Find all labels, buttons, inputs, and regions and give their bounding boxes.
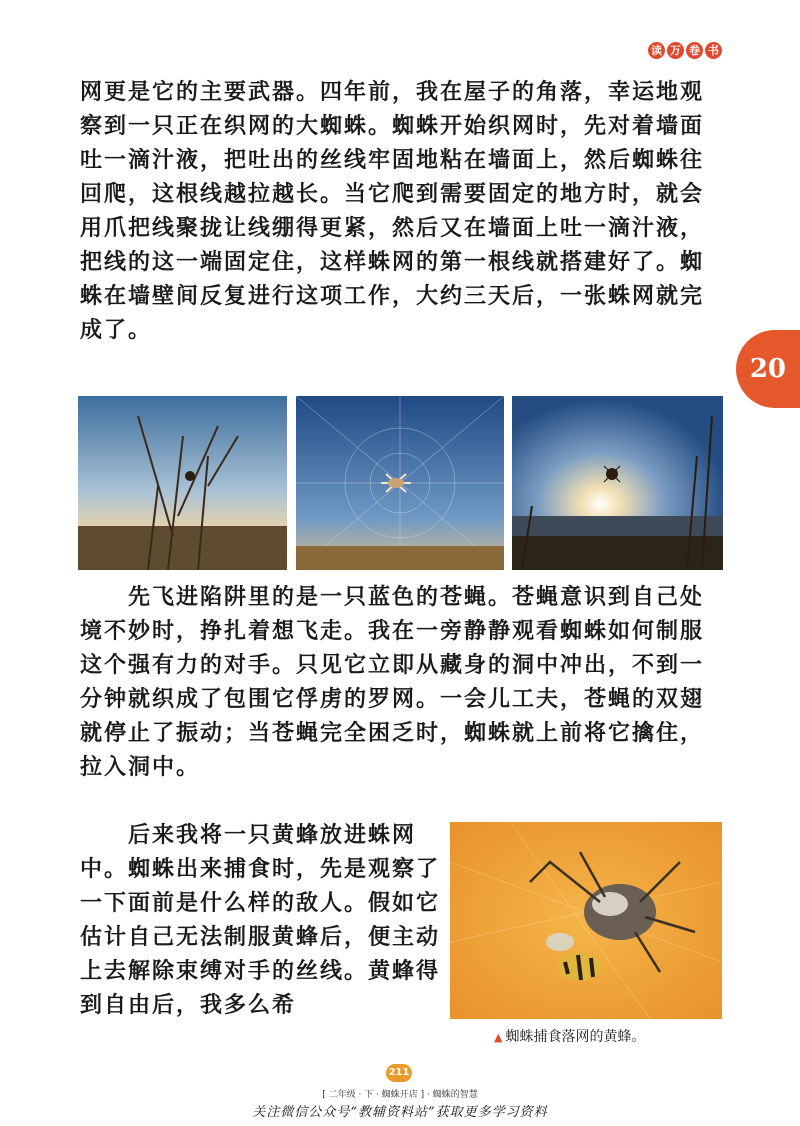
- paragraph-1: 网更是它的主要武器。四年前，我在屋子的角落，幸运地观察到一只正在织网的大蜘蛛。蜘蛛开始织网时，先对着墙面吐一滴汁液，把吐出的丝线牢固地粘在墙面上，然后蜘蛛往回爬，这根线越拉越长。当它爬到需要固定的地方时，就会用爪把线聚拢让线绷得更紧，然后又在墙面上吐一滴汁液，把线的这一端固定住，这样蛛网的第一根线就搭建好了。蜘蛛在墙壁间反复进行这项工作，大约三天后，一张蛛网就完成了。: [80, 79, 705, 343]
- page-number: 211: [386, 1064, 412, 1082]
- paragraph-2: 先飞进陷阱里的是一只蓝色的苍蝇。苍蝇意识到自己处境不妙时，挣扎着想飞走。我在一旁静静观看蜘蛛如何制服这个强有力的对手。只见它立即从藏身的洞中冲出，不到一分钟就织成了包围它俘虏的罗网。一会儿工夫，苍蝇的双翅就停止了振动；当苍蝇完全困乏时，蜘蛛就上前将它擒住，拉入洞中。: [80, 584, 705, 780]
- spider-wasp-photo: [450, 822, 722, 1019]
- badge-char-1: 读: [648, 42, 665, 59]
- badge-char-2: 万: [667, 42, 684, 59]
- footer-info: [ 二年级 · 下 · 蜘蛛开店 ] · 蜘蛛的智慧: [322, 1090, 478, 1100]
- spider-photo-1: [78, 396, 287, 570]
- badge-char-3: 卷: [686, 42, 703, 59]
- section-badge: [648, 42, 722, 59]
- badge-char-4: 书: [705, 42, 722, 59]
- spider-photo-2: [296, 396, 504, 570]
- figure-caption: [494, 1026, 645, 1046]
- caption-marker: ▲: [494, 1031, 503, 1044]
- caption-text: 蜘蛛捕食落网的黄蜂。: [505, 1029, 646, 1045]
- paragraph-3: 后来我将一只黄蜂放进蛛网中。蜘蛛出来捕食时，先是观察了一下面前是什么样的敌人。假如它估计自己无法制服黄蜂后，便主动上去解除束缚对手的丝线。黄蜂得到自由后，我多么希: [80, 822, 441, 1018]
- spider-photo-3: [512, 396, 723, 570]
- chapter-tab: 20: [736, 330, 800, 408]
- footer-note: 关注微信公众号“教辅资料站”获取更多学习资料: [252, 1105, 548, 1120]
